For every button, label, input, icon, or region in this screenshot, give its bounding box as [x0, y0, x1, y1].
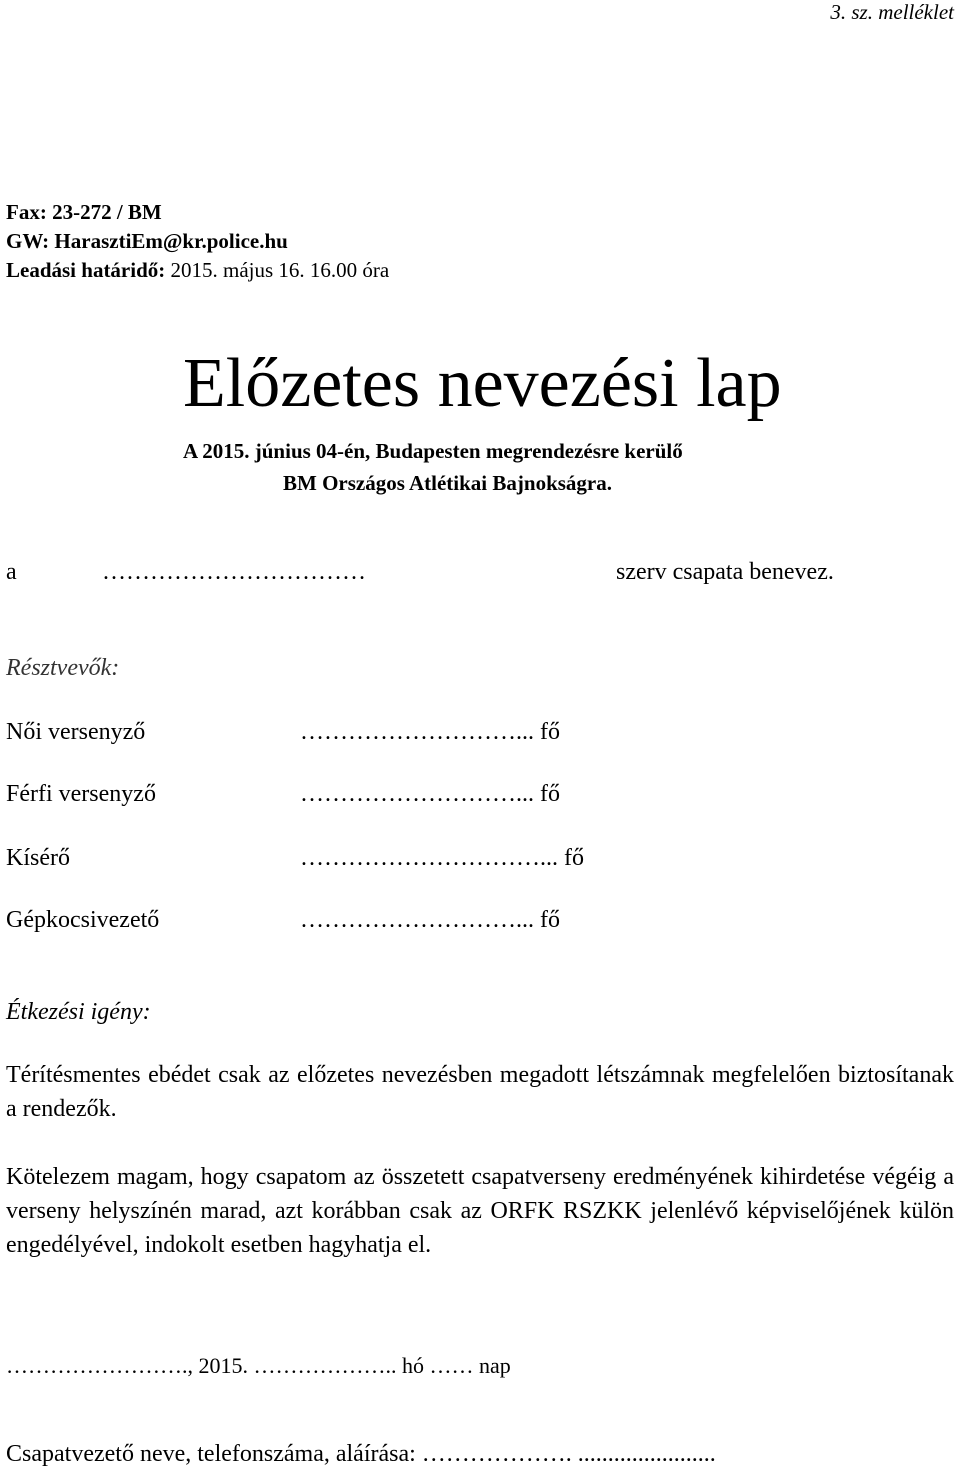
gw-line — [6, 227, 288, 255]
fax-value: 23-272 / BM — [46, 200, 162, 224]
participant-fill-male: ………………………... fő — [300, 781, 560, 807]
participant-fill-female: ………………………... fő — [300, 719, 560, 745]
fax-line — [6, 198, 162, 226]
meal-text: Térítésmentes ebédet csak az előzetes nevezésben megadott létszámnak megfelelően biztosítanak a rendezők. — [6, 1062, 954, 1122]
participant-label-male: Férfi versenyző — [6, 781, 156, 807]
fax-label: Fax: — [6, 200, 47, 224]
participants-heading: Résztvevők: — [6, 655, 120, 681]
date-line: ……………………., 2015. ……………….. hó …… nap — [6, 1353, 511, 1378]
annex-label: 3. sz. melléklet — [830, 0, 954, 24]
team-prefix: a — [6, 559, 17, 585]
deadline-line — [6, 256, 389, 284]
page-title: Előzetes nevezési lap — [183, 345, 782, 422]
team-dots: …………………………… — [102, 559, 366, 585]
team-suffix: szerv csapata benevez. — [616, 559, 834, 585]
participant-label-driver: Gépkocsivezető — [6, 907, 160, 933]
participant-fill-driver: ………………………... fő — [300, 907, 560, 933]
participant-label-female: Női versenyző — [6, 719, 146, 745]
signature-line: Csapatvezető neve, telefonszáma, aláírása: ………………. ....................... — [6, 1441, 716, 1467]
deadline-value: 2015. május 16. 16.00 óra — [165, 258, 390, 282]
participant-label-escort: Kísérő — [6, 845, 70, 871]
subtitle-line-1: A 2015. június 04-én, Budapesten megrendezésre kerülő — [183, 439, 683, 463]
gw-value: HarasztiEm@kr.police.hu — [49, 229, 288, 253]
commitment-text: Kötelezem magam, hogy csapatom az összetett csapatverseny eredményének kihirdetése végéig a verseny helyszínén marad, azt korábban csak az ORFK RSZKK jelenlévő képviselőjének külön engedélyével, indokolt esetben hagyhatja el. — [6, 1164, 954, 1258]
deadline-label: Leadási határidő: — [6, 258, 166, 282]
meal-heading: Étkezési igény: — [6, 999, 151, 1025]
subtitle-line-2: BM Országos Atlétikai Bajnokságra. — [283, 471, 612, 495]
gw-label: GW: — [6, 229, 50, 253]
participant-fill-escort: …………………………... fő — [300, 845, 584, 871]
